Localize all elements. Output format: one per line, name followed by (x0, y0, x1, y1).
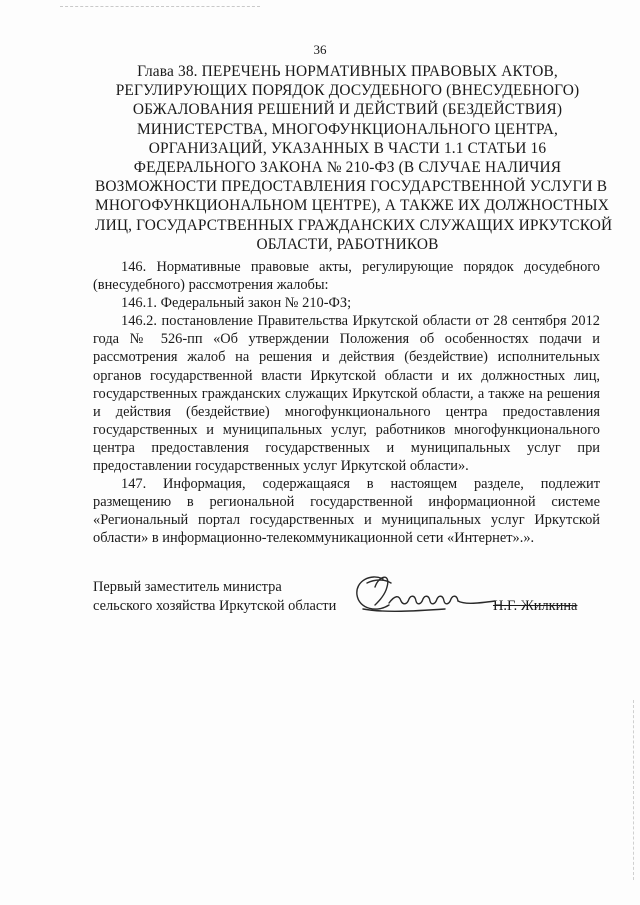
paragraph-146-1: 146.1. Федеральный закон № 210-ФЗ; (121, 295, 352, 312)
signatory-position-line2: сельского хозяйства Иркутской области (93, 598, 337, 614)
chapter-title-line: ФЕДЕРАЛЬНОГО ЗАКОНА № 210-ФЗ (В СЛУЧАЕ НАЛИЧИЯ (133, 159, 562, 177)
chapter-title-line: МИНИСТЕРСТВА, МНОГОФУНКЦИОНАЛЬНОГО ЦЕНТРА, (136, 120, 559, 138)
paragraph-147: 147. Информация, содержащаяся в настоящем разделе, подлежит размещению в региональной государственной информационной системе «Региональный портал государственных и муниципальных услуг Иркутской области» в информационно-телекоммуникационной сети «Интернет».». (93, 476, 600, 547)
chapter-title (95, 62, 613, 254)
chapter-title-line: Глава 38. ПЕРЕЧЕНЬ НОРМАТИВНЫХ ПРАВОВЫХ АКТОВ, (137, 63, 558, 80)
scan-artifact-top (60, 6, 260, 9)
chapter-title-line: ОРГАНИЗАЦИЙ, УКАЗАННЫХ В ЧАСТИ 1.1 СТАТЬИ 16 (148, 139, 547, 157)
signatory-position-line1: Первый заместитель министра (93, 579, 282, 595)
body-text (93, 258, 600, 548)
signatory-name-text: Н.Г. Жилкина (493, 598, 578, 614)
chapter-title-line: ВОЗМОЖНОСТИ ПРЕДОСТАВЛЕНИЯ ГОСУДАРСТВЕННОЙ УСЛУГИ В (95, 178, 608, 196)
scan-artifact-right (630, 700, 634, 880)
chapter-title-line: ЛИЦ, ГОСУДАРСТВЕННЫХ ГРАЖДАНСКИХ СЛУЖАЩИХ ИРКУТСКОЙ (95, 216, 613, 234)
paragraph-146: 146. Нормативные правовые акты, регулирующие порядок досудебного (внесудебного) рассмотрения жалобы: (93, 259, 600, 294)
chapter-title-line: ОБЛАСТИ, РАБОТНИКОВ (256, 235, 439, 253)
paragraph-146-2: 146.2. постановление Правительства Иркутской области от 28 сентября 2012 года № 526-пп «Об утверждении Положения об особенностях подачи и рассмотрения жалоб на решения и действия (бездействие) исполнительных органов государственной власти Иркутской области и их должностных лиц, государственных гражданских служащих Иркутской области, а также на решения и действия (бездействие) многофункционального центра предоставления государственных и муниципальных услуг, работников многофункционального центра предоставления государственных и муниципальных услуг при предоставлении государственных услуг Иркутской области». (93, 313, 600, 475)
chapter-title-line: ОБЖАЛОВАНИЯ РЕШЕНИЙ И ДЕЙСТВИЙ (БЕЗДЕЙСТВИЯ) (132, 101, 563, 119)
chapter-title-line: МНОГОФУНКЦИОНАЛЬНОМ ЦЕНТРЕ), А ТАКЖЕ ИХ ДОЛЖНОСТНЫХ (95, 197, 609, 215)
handwritten-signature (345, 565, 515, 625)
chapter-title-line: РЕГУЛИРУЮЩИХ ПОРЯДОК ДОСУДЕБНОГО (ВНЕСУДЕБНОГО) (115, 82, 580, 100)
page-number: 36 (313, 42, 327, 57)
